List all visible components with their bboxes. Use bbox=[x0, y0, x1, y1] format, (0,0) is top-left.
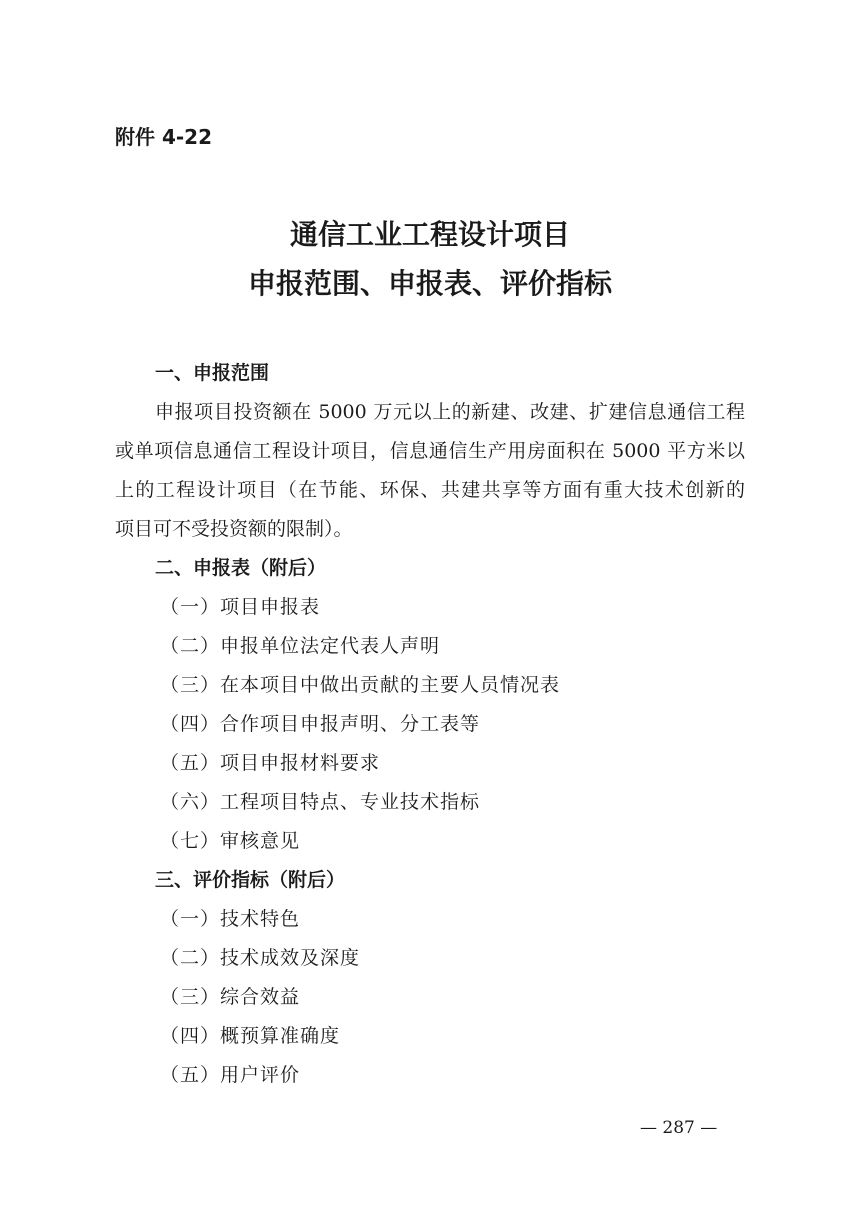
list-item: （一）技术特色 bbox=[160, 908, 301, 930]
section-heading-indicators: 三、评价指标（附后） bbox=[155, 869, 346, 891]
section-heading-forms: 二、申报表（附后） bbox=[155, 557, 327, 579]
list-item: （二）技术成效及深度 bbox=[160, 947, 361, 969]
document-title-line-2: 申报范围、申报表、评价指标 bbox=[247, 267, 612, 300]
paragraph-line: 或单项信息通信工程设计项目，信息通信生产用房面积在 5000 平方米以 bbox=[115, 440, 745, 462]
list-item: （六）工程项目特点、专业技术指标 bbox=[160, 791, 481, 813]
list-item: （五）用户评价 bbox=[160, 1064, 301, 1086]
list-item: （二）申报单位法定代表人声明 bbox=[160, 635, 441, 657]
list-item: （三）在本项目中做出贡献的主要人员情况表 bbox=[160, 674, 561, 696]
paragraph-line: 申报项目投资额在 5000 万元以上的新建、改建、扩建信息通信工程 bbox=[155, 401, 745, 423]
list-item: （四）概预算准确度 bbox=[160, 1025, 341, 1047]
paragraph-line: 上的工程设计项目（在节能、环保、共建共享等方面有重大技术创新的 bbox=[115, 479, 745, 501]
list-item: （四）合作项目申报声明、分工表等 bbox=[160, 713, 481, 735]
list-item: （七）审核意见 bbox=[160, 830, 301, 852]
section-heading-scope: 一、申报范围 bbox=[155, 362, 270, 384]
list-item: （一）项目申报表 bbox=[160, 596, 321, 618]
list-item: （五）项目申报材料要求 bbox=[160, 752, 381, 774]
document-title-line-1: 通信工业工程设计项目 bbox=[289, 218, 570, 251]
attachment-label: 附件 4-22 bbox=[115, 125, 213, 149]
page-number: — 287 — bbox=[640, 1118, 718, 1138]
list-item: （三）综合效益 bbox=[160, 986, 301, 1008]
paragraph-line: 项目可不受投资额的限制）。 bbox=[115, 518, 353, 540]
